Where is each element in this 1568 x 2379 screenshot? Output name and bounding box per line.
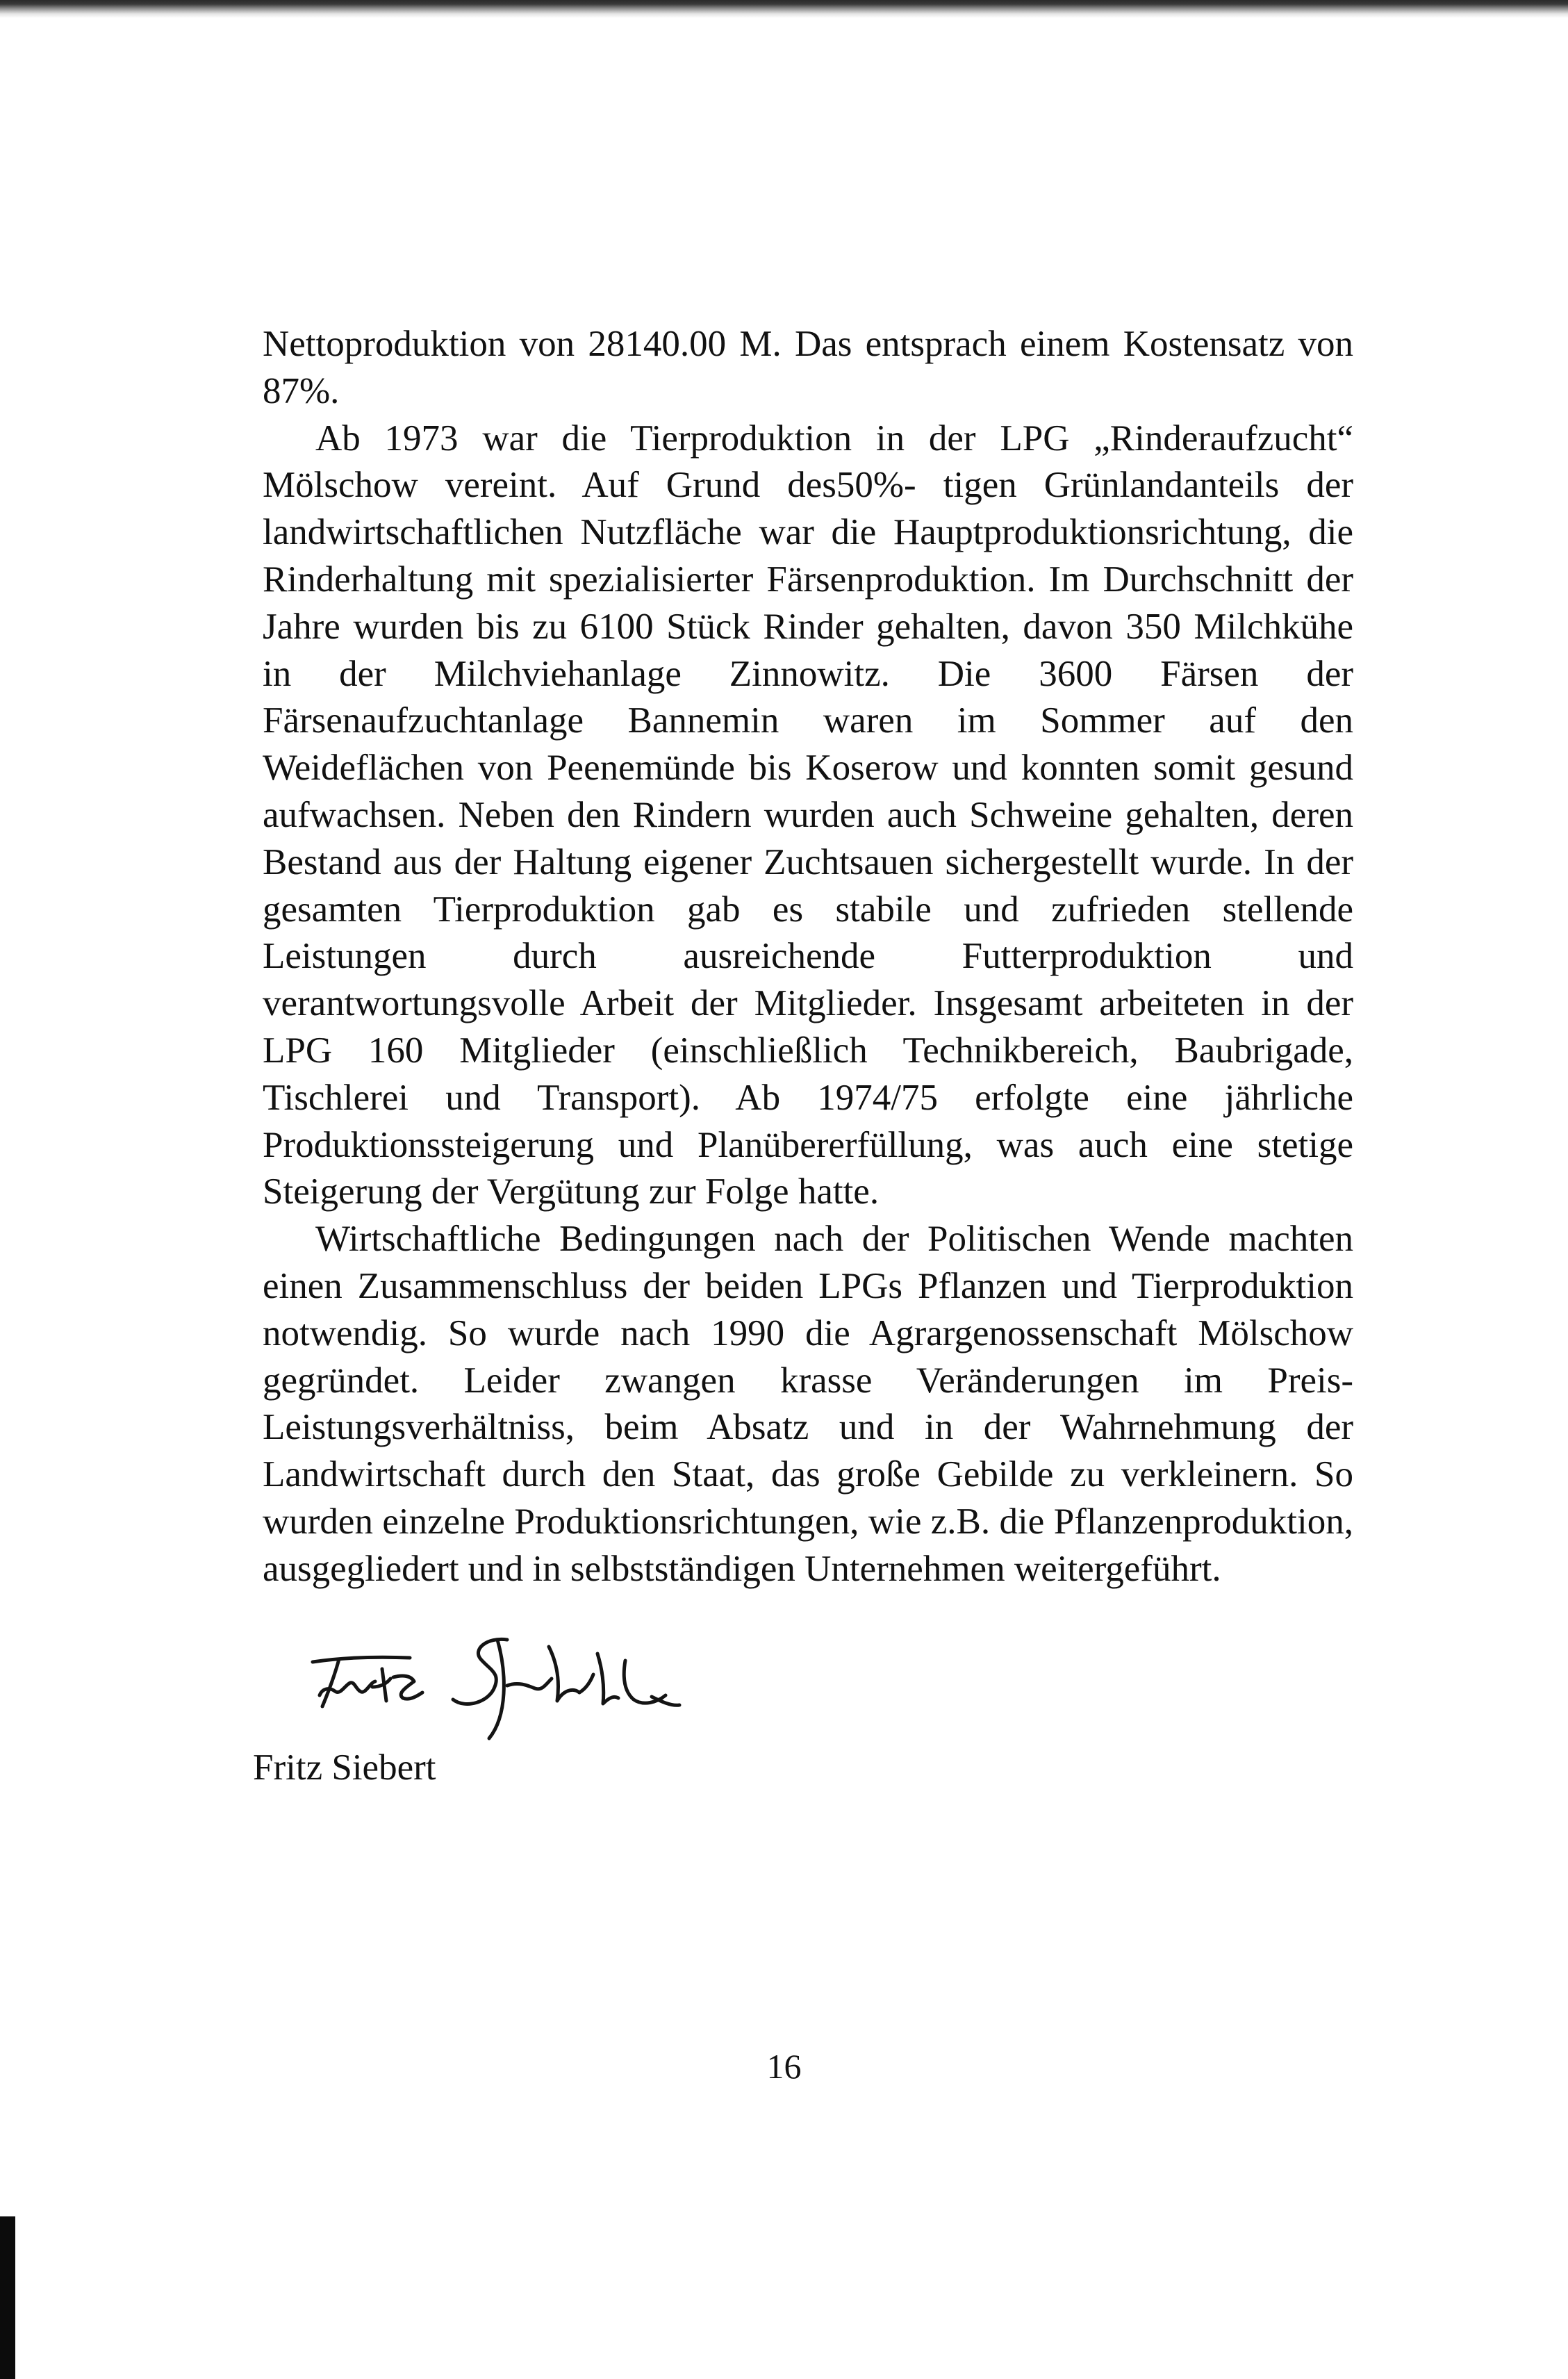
author-name: Fritz Siebert	[253, 1747, 436, 1788]
signature-drawing	[299, 1619, 688, 1744]
body-text	[263, 321, 1353, 1593]
paragraph-1: Nettoproduktion von 28140.00 M. Das entsprach einem Kostensatz von 87%.	[263, 324, 1353, 411]
scan-top-edge	[0, 0, 1568, 18]
paragraph-3: Wirtschaftliche Bedingungen nach der Politischen Wende machten einen Zusammenschluss der beiden LPGs Pflanzen und Tierproduktion notwendig. So wurde nach 1990 die Agrargenossenschaft Mölschow gegründet. Leider zwangen krasse Veränderungen im Preis- Leistungsverhältniss, beim Absatz und in der Wahrnehmung der Landwirtschaft durch den Staat, das große Gebilde zu verkleinern. So wurden einzelne Produktionsrichtungen, wie z.B. die Pflanzenproduktion, ausgegliedert und in selbstständigen Unternehmen weitergeführt.	[263, 1219, 1353, 1589]
handwritten-signature	[299, 1619, 688, 1744]
paragraph-2: Ab 1973 war die Tierproduktion in der LPG „Rinderaufzucht“ Mölschow vereint. Auf Grund des50%- tigen Grünlandanteils der landwirtschaftlichen Nutzfläche war die Hauptproduktionsrichtung, die Rinderhaltung mit spezialisierter Färsenproduktion. Im Durchschnitt der Jahre wurden bis zu 6100 Stück Rinder gehalten, davon 350 Milchkühe in der Milchviehanlage Zinnowitz. Die 3600 Färsen der Färsenaufzuchtanlage Bannemin waren im Sommer auf den Weideflächen von Peenemünde bis Koserow und konnten somit gesund aufwachsen. Neben den Rindern wurden auch Schweine gehalten, deren Bestand aus der Haltung eigener Zuchtsauen sichergestellt wurde. In der gesamten Tierproduktion gab es stabile und zufrieden stellende Leistungen durch ausreichende Futterproduktion und verantwortungsvolle Arbeit der Mitglieder. Insgesamt arbeiteten in der LPG 160 Mitglieder (einschließlich Technikbereich, Baubrigade, Tischlerei und Transport). Ab 1974/75 erfolgte eine jährliche Produktionssteigerung und Planübererfüllung, was auch eine stetige Steigerung der Vergütung zur Folge hatte.	[263, 418, 1353, 1212]
scan-left-mark	[0, 2216, 15, 2379]
page-number: 16	[766, 2047, 802, 2086]
